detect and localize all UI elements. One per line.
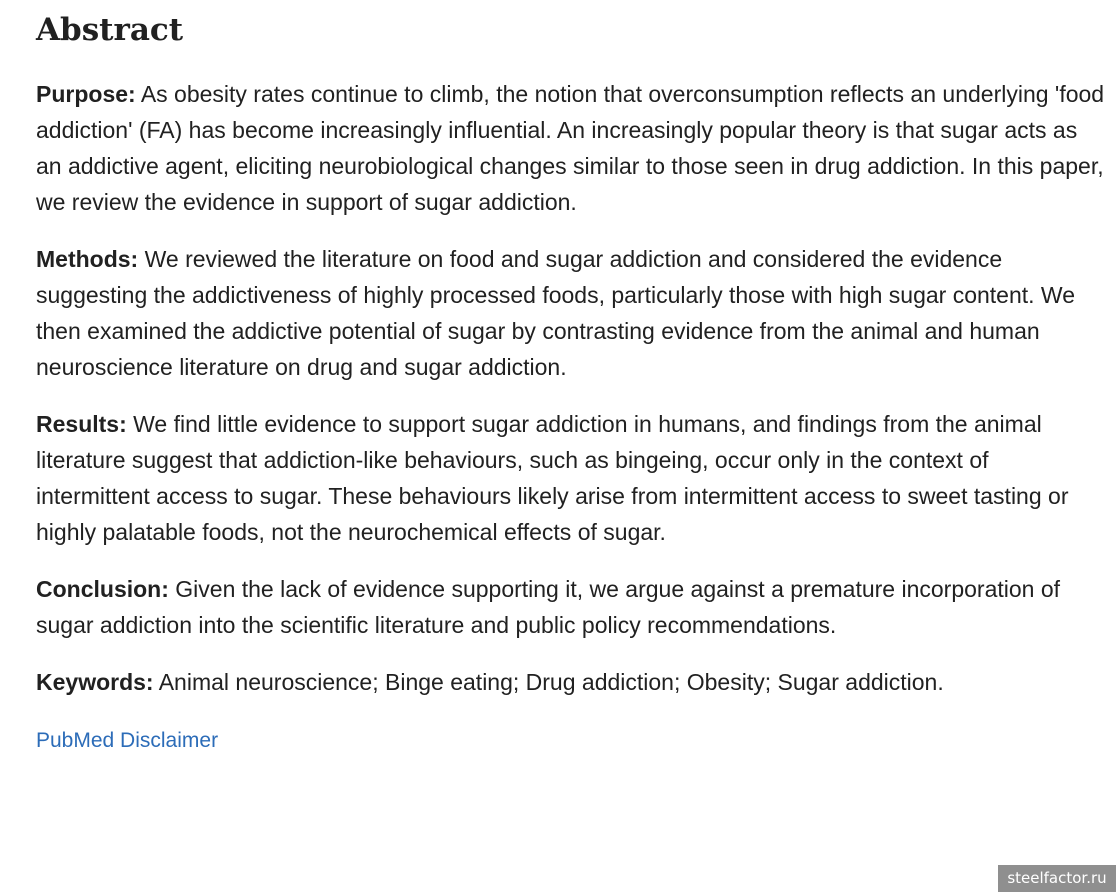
keywords-text: Animal neuroscience; Binge eating; Drug addiction; Obesity; Sugar addiction. bbox=[158, 669, 944, 695]
results-paragraph bbox=[36, 406, 1106, 550]
purpose-paragraph bbox=[36, 76, 1106, 220]
results-text: We find little evidence to support sugar addiction in humans, and findings from the animal literature suggest that addiction-like behaviours, such as bingeing, occur only in the context of intermittent access to sugar. These behaviours likely arise from intermittent access to sweet tasting or highly palatable foods, not the neurochemical effects of sugar. bbox=[36, 411, 1069, 545]
results-label: Results: bbox=[36, 411, 127, 437]
pubmed-disclaimer-link[interactable]: PubMed Disclaimer bbox=[36, 729, 219, 752]
methods-text: We reviewed the literature on food and sugar addiction and considered the evidence suggesting the addictiveness of highly processed foods, particularly those with high sugar content. We then examined the addictive potential of sugar by contrasting evidence from the animal and human neuroscience literature on drug and sugar addiction. bbox=[36, 246, 1076, 380]
purpose-text: As obesity rates continue to climb, the notion that overconsumption reflects an underlying 'food addiction' (FA) has become increasingly influential. An increasingly popular theory is that sugar acts as an addictive agent, eliciting neurobiological changes similar to those seen in drug addiction. In this paper, we review the evidence in support of sugar addiction. bbox=[36, 81, 1105, 215]
keywords-paragraph bbox=[36, 664, 1106, 700]
abstract-title: Abstract bbox=[36, 12, 184, 48]
conclusion-label: Conclusion: bbox=[36, 576, 169, 602]
conclusion-paragraph bbox=[36, 571, 1106, 643]
conclusion-text: Given the lack of evidence supporting it, we argue against a premature incorporation of sugar addiction into the scientific literature and public policy recommendations. bbox=[36, 576, 1061, 638]
methods-paragraph bbox=[36, 241, 1106, 385]
abstract-section bbox=[36, 10, 1106, 755]
purpose-label: Purpose: bbox=[36, 81, 136, 107]
watermark: steelfactor.ru bbox=[998, 865, 1116, 892]
methods-label: Methods: bbox=[36, 246, 139, 272]
keywords-label: Keywords: bbox=[36, 669, 154, 695]
